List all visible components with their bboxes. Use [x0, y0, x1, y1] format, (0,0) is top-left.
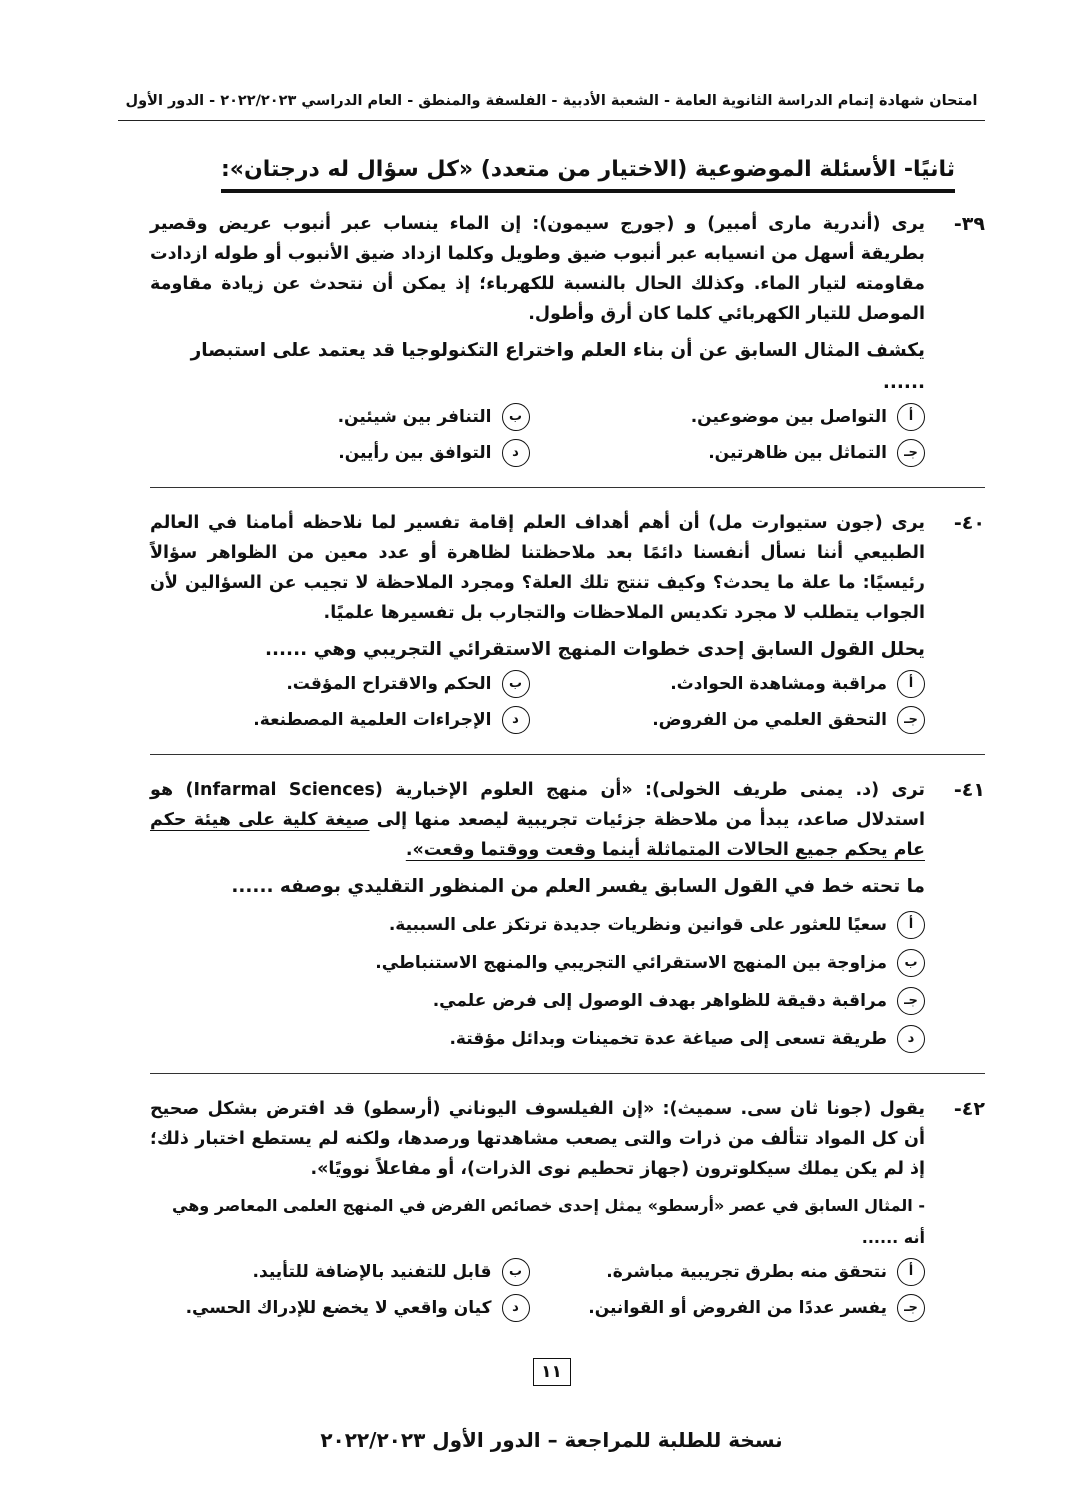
option-text: سعيًا للعثور على قوانين ونظريات جديدة ترتكز على السببية.: [388, 915, 887, 935]
question-39: [150, 209, 985, 467]
question-prompt: ما تحته خط في القول السابق يفسر العلم من المنظور التقليدي بوصفه ......: [231, 876, 925, 897]
option-letter-circle: أ: [897, 1258, 925, 1286]
option-text: مراقبة ومشاهدة الحوادث.: [670, 674, 887, 694]
option-letter-circle: أ: [897, 403, 925, 431]
option-text: نتحقق منه بطرق تجريبية مباشرة.: [606, 1262, 887, 1282]
question-text: يقول (جونا ثان سى. سميث): «إن الفيلسوف اليوناني (أرسطو) قد افترض بشكل صحيح أن كل المواد تتألف من ذرات والتى يصعب مشاهدتها ورصدها، ولكنه لم يستطع اختبار ذلك؛ إذ لم يكن يملك سيكلوترون (جهاز تحطيم نوى الذرات)، أو مفاعلاً نوويًا».: [150, 1099, 925, 1179]
option-c[interactable]: [546, 706, 926, 734]
option-letter-circle: د: [502, 706, 530, 734]
question-divider: [150, 487, 985, 488]
footer: نسخة للطلبة للمراجعة – الدور الأول ٢٠٢٢/٢٠٢٣: [320, 1428, 783, 1452]
question-40: [150, 508, 985, 734]
question-text: [150, 775, 925, 865]
option-a[interactable]: [546, 403, 926, 431]
option-text: يفسر عددًا من الفروض أو القوانين.: [588, 1298, 887, 1318]
option-a[interactable]: [546, 1258, 926, 1286]
option-letter-circle: أ: [897, 670, 925, 698]
option-letter-circle: د: [502, 439, 530, 467]
option-letter-circle: أ: [897, 911, 925, 939]
question-number: ٣٩-: [953, 213, 985, 235]
option-letter-circle: ب: [502, 670, 530, 698]
option-a[interactable]: [546, 670, 926, 698]
option-letter-circle: ب: [502, 1258, 530, 1286]
quote-text: ترى (د. يمنى طريف الخولى): «أن منهج العلوم الإخبارية (Infarmal Sciences) هو استدلال صاعد، يبدأ من ملاحظة جزئيات تجريبية ليصعد منها إلى: [150, 780, 925, 830]
question-41: [150, 775, 985, 1053]
option-text: الإجراءات العلمية المصطنعة.: [253, 710, 492, 730]
question-divider: [150, 1073, 985, 1074]
question-prompt: يحلل القول السابق إحدى خطوات المنهج الاستقرائي التجريبي وهي ......: [264, 639, 925, 660]
question-prompt: يكشف المثال السابق عن أن بناء العلم واختراع التكنولوجيا قد يعتمد على استبصار ......: [190, 340, 925, 393]
option-b[interactable]: [150, 1258, 530, 1286]
underlined-quote-text: صيغة كلية على هيئة حكم عام يحكم جميع الحالات المتماثلة أينما وقعت ووقتما وقعت».: [150, 810, 925, 860]
question-42: [150, 1094, 985, 1322]
option-d[interactable]: [150, 1294, 530, 1322]
option-text: التواصل بين موضوعين.: [690, 407, 887, 427]
option-a[interactable]: [150, 911, 925, 939]
option-text: الحكم والاقتراح المؤقت.: [286, 674, 492, 694]
section-title: ثانيًا- الأسئلة الموضوعية (الاختيار من متعدد) «كل سؤال له درجتان»:: [221, 155, 955, 193]
option-text: طريقة تسعى إلى صياغة عدة تخمينات وبدائل مؤقتة.: [449, 1029, 887, 1049]
question-number: ٤١-: [953, 779, 985, 801]
option-c[interactable]: [546, 439, 926, 467]
option-letter-circle: د: [502, 1294, 530, 1322]
option-letter-circle: د: [897, 1025, 925, 1053]
option-text: مراقبة دقيقة للظواهر بهدف الوصول إلى فرض علمي.: [432, 991, 887, 1011]
question-text: يرى (أندرية مارى أمبير) و (جورج سيمون): إن الماء ينساب عبر أنبوب عريض وقصير بطريقة أسهل من انسيابه عبر أنبوب ضيق وطويل وكلما ازداد ضيق الأنبوب أو طوله ازدادت مقاومته لتيار الماء. وكذلك الحال بالنسبة للكهرباء؛ إذ يمكن أن نتحدث عن زيادة مقاومة الموصل للتيار الكهربائي كلما كان أرق وأطول.: [150, 214, 925, 324]
option-text: التوافق بين رأيين.: [338, 443, 492, 463]
option-b[interactable]: [150, 670, 530, 698]
option-text: قابل للتفنيد بالإضافة للتأييد.: [252, 1262, 492, 1282]
option-letter-circle: جـ: [897, 439, 925, 467]
option-letter-circle: ب: [502, 403, 530, 431]
option-b[interactable]: [150, 949, 925, 977]
question-divider: [150, 754, 985, 755]
question-number: ٤٠-: [953, 512, 985, 534]
question-text: يرى (جون ستيوارت مل) أن أهم أهداف العلم إقامة تفسير لما نلاحظه أمامنا في العالم الطبيعي أننا نسأل أنفسنا دائمًا بعد ملاحظتنا لظاهرة أو عدد معين من الظواهر سؤالاً رئيسيًا: ما علة ما يحدث؟ وكيف تنتج تلك العلة؟ ومجرد الملاحظة لا تجيب عن السؤالين لأن الجواب يتطلب لا مجرد تكديس الملاحظات والتجارب بل تفسيرها علميًا.: [150, 513, 925, 623]
question-number: ٤٢-: [953, 1098, 985, 1120]
exam-header: امتحان شهادة إتمام الدراسة الثانوية العامة - الشعبة الأدبية - الفلسفة والمنطق - العام الدراسي ٢٠٢٢/٢٠٢٣ - الدور الأول: [125, 93, 978, 109]
option-text: كيان واقعي لا يخضع للإدراك الحسي.: [185, 1298, 492, 1318]
option-text: التحقق العلمي من الفروض.: [652, 710, 887, 730]
option-d[interactable]: [150, 1025, 925, 1053]
option-letter-circle: جـ: [897, 987, 925, 1015]
option-text: التماثل بين ظاهرتين.: [708, 443, 887, 463]
option-c[interactable]: [150, 987, 925, 1015]
option-d[interactable]: [150, 706, 530, 734]
option-b[interactable]: [150, 403, 530, 431]
option-letter-circle: ب: [897, 949, 925, 977]
option-d[interactable]: [150, 439, 530, 467]
header-divider: [118, 120, 985, 121]
question-prompt: - المثال السابق في عصر «أرسطو» يمثل إحدى خصائص الفرض في المنهج العلمى المعاصر وهي أنه ......: [172, 1196, 925, 1247]
option-text: مزاوجة بين المنهج الاستقرائي التجريبي والمنهج الاستنباطي.: [375, 953, 887, 973]
option-letter-circle: جـ: [897, 706, 925, 734]
option-letter-circle: جـ: [897, 1294, 925, 1322]
page-number: ١١: [533, 1358, 571, 1386]
option-c[interactable]: [546, 1294, 926, 1322]
option-text: التنافر بين شيئين.: [337, 407, 492, 427]
